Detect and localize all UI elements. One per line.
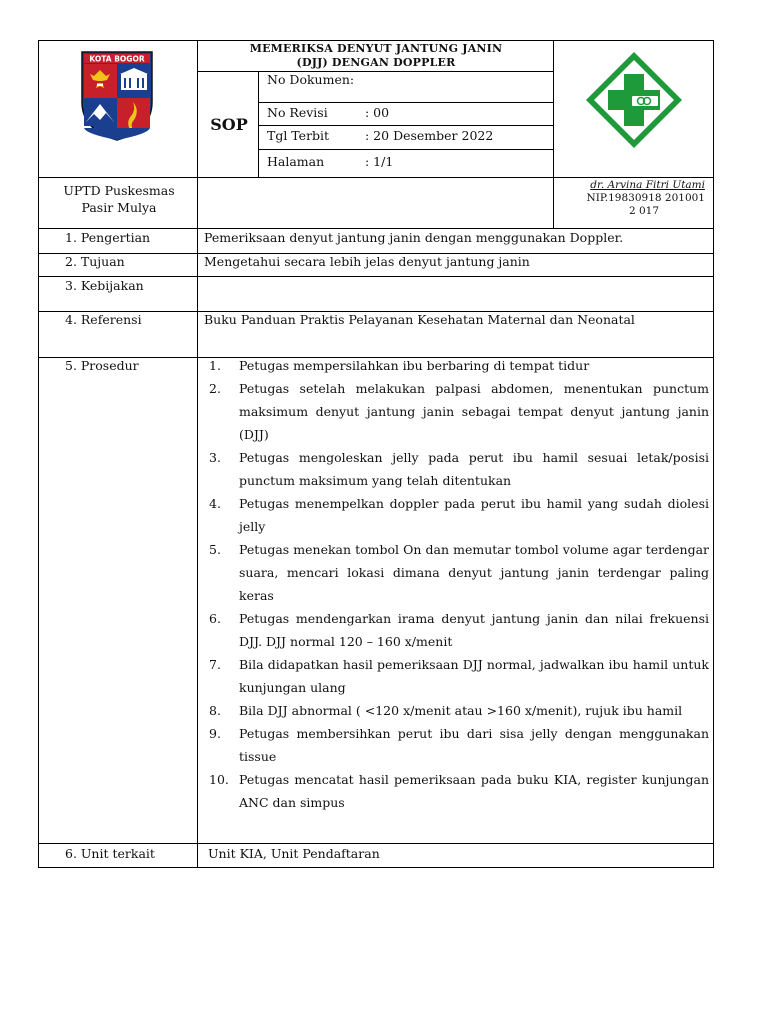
signer-nip-2: 2 017 — [628, 205, 660, 217]
crest-banner-text: KOTA BOGOR — [89, 54, 145, 64]
sop-body-table — [38, 229, 714, 868]
title-line-2: (DJJ) DENGAN DOPPLER — [296, 56, 456, 69]
org-line-1: UPTD Puskesmas — [63, 183, 175, 198]
no-dokumen-label: No Dokumen: — [267, 72, 355, 87]
row-label-tujuan: 2. Tujuan — [65, 254, 125, 269]
document-title — [199, 41, 553, 72]
row-value-tujuan: Mengetahui secara lebih jelas denyut jantung janin — [204, 254, 530, 269]
no-dokumen — [267, 72, 354, 87]
organization-name — [39, 177, 199, 230]
procedure-step: 7. Bila didapatkan hasil pemeriksaan DJJ normal, jadwalkan ibu hamil untuk kunjungan ulang — [209, 657, 709, 695]
procedure-step: 3. Petugas mengoleskan jelly pada perut ibu hamil sesuai letak/posisi punctum maksimum yang telah ditentukan — [209, 450, 709, 488]
no-revisi — [267, 105, 389, 120]
signer-name: dr. Arvina Fitri Utami — [590, 179, 705, 191]
halaman-label: Halaman — [267, 154, 325, 169]
title-line-1: MEMERIKSA DENYUT JANTUNG JANIN — [249, 42, 503, 55]
halaman-value: : 1/1 — [365, 154, 394, 169]
no-revisi-label: No Revisi — [267, 105, 328, 120]
row-label-unit-terkait: 6. Unit terkait — [65, 846, 155, 861]
procedure-steps — [209, 354, 709, 814]
puskesmas-logo — [584, 50, 684, 150]
row-value-referensi: Buku Panduan Praktis Pelayanan Kesehatan Maternal dan Neonatal — [204, 312, 635, 327]
row-value-unit-terkait: Unit KIA, Unit Pendaftaran — [208, 846, 380, 861]
procedure-step: 8. Bila DJJ abnormal ( <120 x/menit atau >160 x/menit), rujuk ibu hamil — [209, 703, 683, 718]
row-label-pengertian: 1. Pengertian — [65, 230, 151, 245]
row-value-pengertian: Pemeriksaan denyut jantung janin dengan menggunakan Doppler. — [204, 230, 624, 245]
procedure-step: 5. Petugas menekan tombol On dan memutar tombol volume agar terdengar suara, mencari lokasi dimana denyut jantung janin terdengar paling keras — [209, 542, 709, 603]
kota-bogor-crest-logo — [78, 50, 156, 142]
sop-label: SOP — [210, 114, 248, 134]
tgl-terbit — [267, 128, 493, 143]
row-label-referensi: 4. Referensi — [65, 312, 142, 327]
halaman — [267, 154, 393, 169]
tgl-terbit-value: : 20 Desember 2022 — [365, 128, 494, 143]
signature-block — [553, 179, 715, 218]
no-revisi-value: : 00 — [365, 105, 390, 120]
procedure-step: 9. Petugas membersihkan perut ibu dari sisa jelly dengan menggunakan tissue — [209, 726, 709, 764]
signer-nip-1: NIP.19830918 201001 — [586, 192, 705, 204]
procedure-step: 2. Petugas setelah melakukan palpasi abdomen, menentukan punctum maksimum denyut jantung janin sebagai tempat denyut jantung janin (DJJ) — [209, 381, 709, 442]
procedure-step: 4. Petugas menempelkan doppler pada perut ibu hamil yang sudah diolesi jelly — [209, 496, 709, 534]
row-label-prosedur: 5. Prosedur — [65, 358, 139, 373]
procedure-step: 1. Petugas mempersilahkan ibu berbaring di tempat tidur — [209, 358, 590, 373]
procedure-step: 6. Petugas mendengarkan irama denyut jantung janin dan nilai frekuensi DJJ. DJJ normal 120 – 160 x/menit — [209, 611, 709, 649]
org-line-2: Pasir Mulya — [81, 200, 157, 215]
procedure-step: 10. Petugas mencatat hasil pemeriksaan pada buku KIA, register kunjungan ANC dan simpus — [209, 772, 709, 810]
row-label-kebijakan: 3. Kebijakan — [65, 278, 144, 293]
tgl-terbit-label: Tgl Terbit — [267, 128, 330, 143]
